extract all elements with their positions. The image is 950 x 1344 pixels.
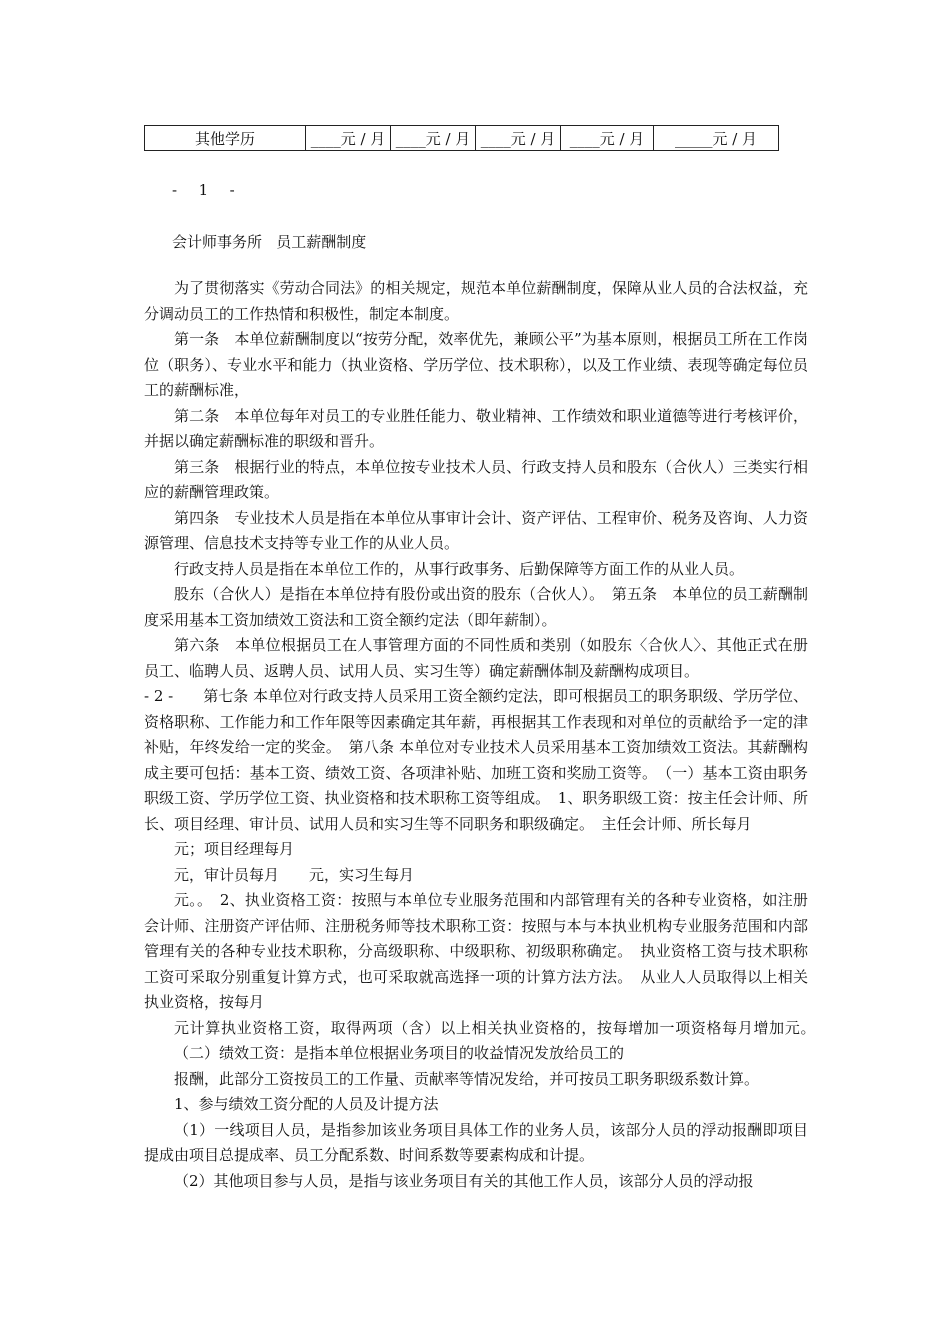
amount-cell: _____元 / 月 bbox=[654, 126, 779, 151]
paragraph-preamble: 为了贯彻落实《劳动合同法》的相关规定，规范本单位薪酬制度，保障从业人员的合法权益，充分调动员工的工作热情和积极性，制定本制度。 bbox=[144, 279, 808, 323]
page-number: - 1 - bbox=[172, 181, 239, 199]
paragraph-section-heading: 1、参与绩效工资分配的人员及计提方法 bbox=[174, 1095, 439, 1113]
paragraph-remuneration: 报酬，此部分工资按员工的工作量、贡献率等情况发给，并可按员工职务职级系数计算。 bbox=[174, 1069, 760, 1088]
paragraph-qualification-salary: 元。。 2、执业资格工资：按照与本单位专业服务范围和内部管理有关的各种专业资格，如注册会计师、注册资产评估师、注册税务师等技术职称工资：按照与本与本执业机构专业服务范围和内部管理有关的各种专业技术职称，分高级职称、中级职称、初级职称确定。 执业资格工资与技术职称工资可采取分别重复计算方式，也可采取就高选择一项的计算方法方法。 从业人人员取得以上相关执业资格，按每月 bbox=[144, 891, 808, 1011]
paragraph-article-1: 第一条 本单位薪酬制度以“按劳分配，效率优先，兼顾公平”为基本原则，根据员工所在工作岗位（职务）、专业水平和能力（执业资格、学历学位、技术职称），以及工作业绩、表现等确定每位员工的薪酬标准， bbox=[144, 330, 808, 399]
document-title: 会计师事务所 员工薪酬制度 bbox=[172, 233, 367, 251]
document-body bbox=[144, 276, 839, 1194]
paragraph-shareholders: 股东（合伙人）是指在本单位持有股份或出资的股东（合伙人）。 第五条 本单位的员工薪酬制度采用基本工资加绩效工资法和工资全额约定法（即年薪制）。 bbox=[144, 585, 808, 629]
paragraph-article-4: 第四条 专业技术人员是指在本单位从事审计会计、资产评估、工程审价、税务及咨询、人力资源管理、信息技术支持等专业工作的从业人员。 bbox=[144, 508, 808, 552]
paragraph-article-6: 第六条 本单位根据员工在人事管理方面的不同性质和类别（如股东〈合伙人〉、其他正式在册员工、临聘人员、返聘人员、试用人员、实习生等）确定薪酬体制及薪酬构成项目。 bbox=[144, 636, 808, 680]
row-label: 其他学历 bbox=[145, 126, 306, 151]
paragraph-fill-line: 元，审计员每月 元，实习生每月 bbox=[174, 865, 415, 884]
table-row bbox=[145, 126, 779, 151]
paragraph-article-3: 第三条 根据行业的特点，本单位按专业技术人员、行政支持人员和股东（合伙人）三类实行相应的薪酬管理政策。 bbox=[144, 457, 808, 501]
paragraph-admin-staff: 行政支持人员是指在本单位工作的，从事行政事务、后勤保障等方面工作的从业人员。 bbox=[174, 559, 745, 578]
amount-cell: ____元 / 月 bbox=[476, 126, 561, 151]
paragraph-fill-line: 元；项目经理每月 bbox=[174, 840, 295, 858]
paragraph-article-2: 第二条 本单位每年对员工的专业胜任能力、敬业精神、工作绩效和职业道德等进行考核评价，并据以确定薪酬标准的职级和晋升。 bbox=[144, 406, 808, 450]
paragraph-item-2: （2）其他项目参与人员，是指与该业务项目有关的其他工作人员，该部分人员的浮动报 bbox=[174, 1171, 754, 1190]
amount-cell: ____元 / 月 bbox=[561, 126, 654, 151]
paragraph-item-1: （1）一线项目人员，是指参加该业务项目具体工作的业务人员，该部分人员的浮动报酬即项目提成由项目总提成率、员工分配系数、时间系数等要素构成和计提。 bbox=[144, 1120, 808, 1164]
amount-cell: ____元 / 月 bbox=[391, 126, 476, 151]
salary-table bbox=[144, 125, 779, 151]
paragraph-article-7-8: - 2 - 第七条 本单位对行政支持人员采用工资全额约定法，即可根据员工的职务职级、学历学位、资格职称、工作能力和工作年限等因素确定其年薪，再根据其工作表现和对单位的贡献给予一定的津补贴，年终发给一定的奖金。 第八条 本单位对专业技术人员采用基本工资加绩效工资法。其薪酬构成主要可包括：基本工资、绩效工资、各项津补贴、加班工资和奖励工资等。 （一）基本工资由职务职级工资、学历学位工资、执业资格和技术职称工资等组成。 1、职务职级工资：按主任会计师、所长、项目经理、审计员、试用人员和实习生等不同职务和职级确定。 主任会计师、所长每月 bbox=[144, 687, 808, 833]
amount-cell: ____元 / 月 bbox=[306, 126, 391, 151]
paragraph-performance-salary: 元计算执业资格工资，取得两项（含）以上相关执业资格的，按每增加一项资格每月增加元。 （二）绩效工资：是指本单位根据业务项目的收益情况发放给员工的 bbox=[174, 1018, 839, 1062]
